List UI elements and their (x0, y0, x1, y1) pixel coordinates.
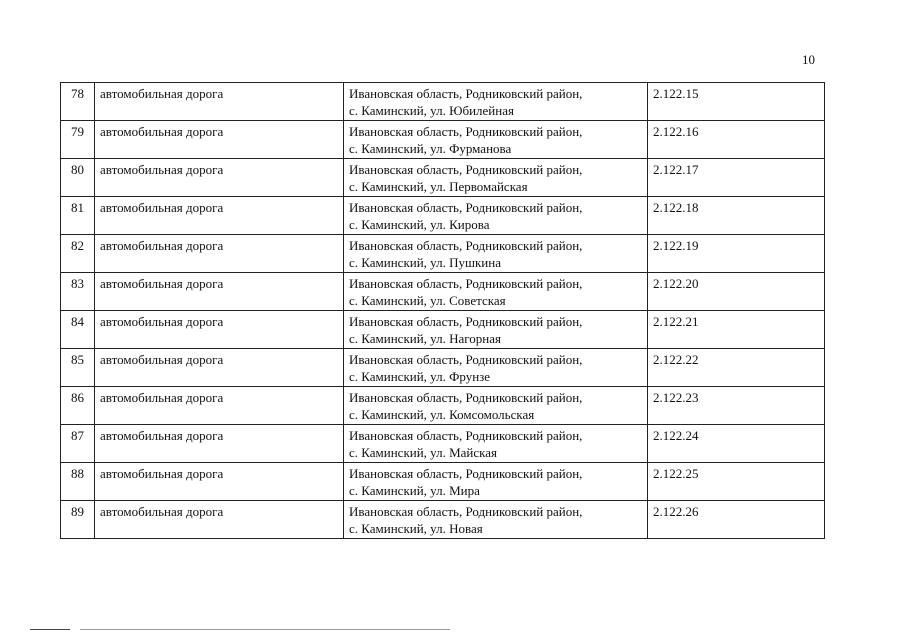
object-type: автомобильная дорога (95, 83, 344, 121)
road-registry-table (60, 82, 825, 539)
address-line-region: Ивановская область, Родниковский район, (349, 238, 583, 253)
table-row (61, 197, 825, 235)
address-line-street: с. Каминский, ул. Нагорная (349, 330, 501, 346)
address-line-street: с. Каминский, ул. Кирова (349, 216, 490, 232)
object-address (344, 387, 648, 425)
table-row (61, 159, 825, 197)
registry-code: 2.122.21 (648, 311, 825, 349)
scan-artifact-line (80, 629, 450, 630)
object-type: автомобильная дорога (95, 463, 344, 501)
row-number: 85 (61, 349, 95, 387)
address-line-region: Ивановская область, Родниковский район, (349, 276, 583, 291)
address-line-street: с. Каминский, ул. Пушкина (349, 254, 501, 270)
address-line-region: Ивановская область, Родниковский район, (349, 466, 583, 481)
table-row (61, 311, 825, 349)
address-line-region: Ивановская область, Родниковский район, (349, 162, 583, 177)
registry-code: 2.122.15 (648, 83, 825, 121)
registry-code: 2.122.22 (648, 349, 825, 387)
object-address (344, 121, 648, 159)
object-address (344, 501, 648, 539)
registry-code: 2.122.25 (648, 463, 825, 501)
address-line-street: с. Каминский, ул. Юбилейная (349, 102, 514, 118)
row-number: 84 (61, 311, 95, 349)
address-line-region: Ивановская область, Родниковский район, (349, 200, 583, 215)
address-line-street: с. Каминский, ул. Советская (349, 292, 506, 308)
table-row (61, 121, 825, 159)
row-number: 88 (61, 463, 95, 501)
row-number: 81 (61, 197, 95, 235)
object-type: автомобильная дорога (95, 121, 344, 159)
table-body (61, 83, 825, 539)
object-type: автомобильная дорога (95, 235, 344, 273)
address-line-street: с. Каминский, ул. Комсомольская (349, 406, 535, 422)
table-row (61, 501, 825, 539)
address-line-region: Ивановская область, Родниковский район, (349, 428, 583, 443)
address-line-region: Ивановская область, Родниковский район, (349, 352, 583, 367)
registry-code: 2.122.17 (648, 159, 825, 197)
page-number: 10 (802, 52, 815, 67)
row-number: 86 (61, 387, 95, 425)
row-number: 82 (61, 235, 95, 273)
object-type: автомобильная дорога (95, 159, 344, 197)
object-address (344, 235, 648, 273)
object-type: автомобильная дорога (95, 501, 344, 539)
registry-code: 2.122.16 (648, 121, 825, 159)
object-type: автомобильная дорога (95, 349, 344, 387)
registry-code: 2.122.24 (648, 425, 825, 463)
object-type: автомобильная дорога (95, 425, 344, 463)
address-line-region: Ивановская область, Родниковский район, (349, 314, 583, 329)
address-line-street: с. Каминский, ул. Фрунзе (349, 368, 491, 384)
object-type: автомобильная дорога (95, 311, 344, 349)
table-row (61, 463, 825, 501)
registry-code: 2.122.23 (648, 387, 825, 425)
address-line-street: с. Каминский, ул. Майская (349, 444, 498, 460)
row-number: 79 (61, 121, 95, 159)
object-address (344, 83, 648, 121)
address-line-region: Ивановская область, Родниковский район, (349, 390, 583, 405)
registry-code: 2.122.19 (648, 235, 825, 273)
table-row (61, 349, 825, 387)
object-address (344, 425, 648, 463)
table-row (61, 235, 825, 273)
scan-artifact-line (30, 629, 70, 630)
address-line-region: Ивановская область, Родниковский район, (349, 124, 583, 139)
object-type: автомобильная дорога (95, 273, 344, 311)
object-address (344, 311, 648, 349)
address-line-street: с. Каминский, ул. Новая (349, 520, 483, 536)
object-type: автомобильная дорога (95, 387, 344, 425)
object-address (344, 463, 648, 501)
address-line-street: с. Каминский, ул. Первомайская (349, 178, 528, 194)
registry-code: 2.122.20 (648, 273, 825, 311)
object-type: автомобильная дорога (95, 197, 344, 235)
registry-code: 2.122.18 (648, 197, 825, 235)
address-line-street: с. Каминский, ул. Фурманова (349, 140, 512, 156)
address-line-region: Ивановская область, Родниковский район, (349, 504, 583, 519)
address-line-region: Ивановская область, Родниковский район, (349, 86, 583, 101)
registry-code: 2.122.26 (648, 501, 825, 539)
row-number: 83 (61, 273, 95, 311)
table-row (61, 83, 825, 121)
table-row (61, 425, 825, 463)
address-line-street: с. Каминский, ул. Мира (349, 482, 480, 498)
object-address (344, 159, 648, 197)
row-number: 80 (61, 159, 95, 197)
row-number: 78 (61, 83, 95, 121)
row-number: 89 (61, 501, 95, 539)
object-address (344, 197, 648, 235)
object-address (344, 273, 648, 311)
object-address (344, 349, 648, 387)
row-number: 87 (61, 425, 95, 463)
table-row (61, 387, 825, 425)
table-row (61, 273, 825, 311)
